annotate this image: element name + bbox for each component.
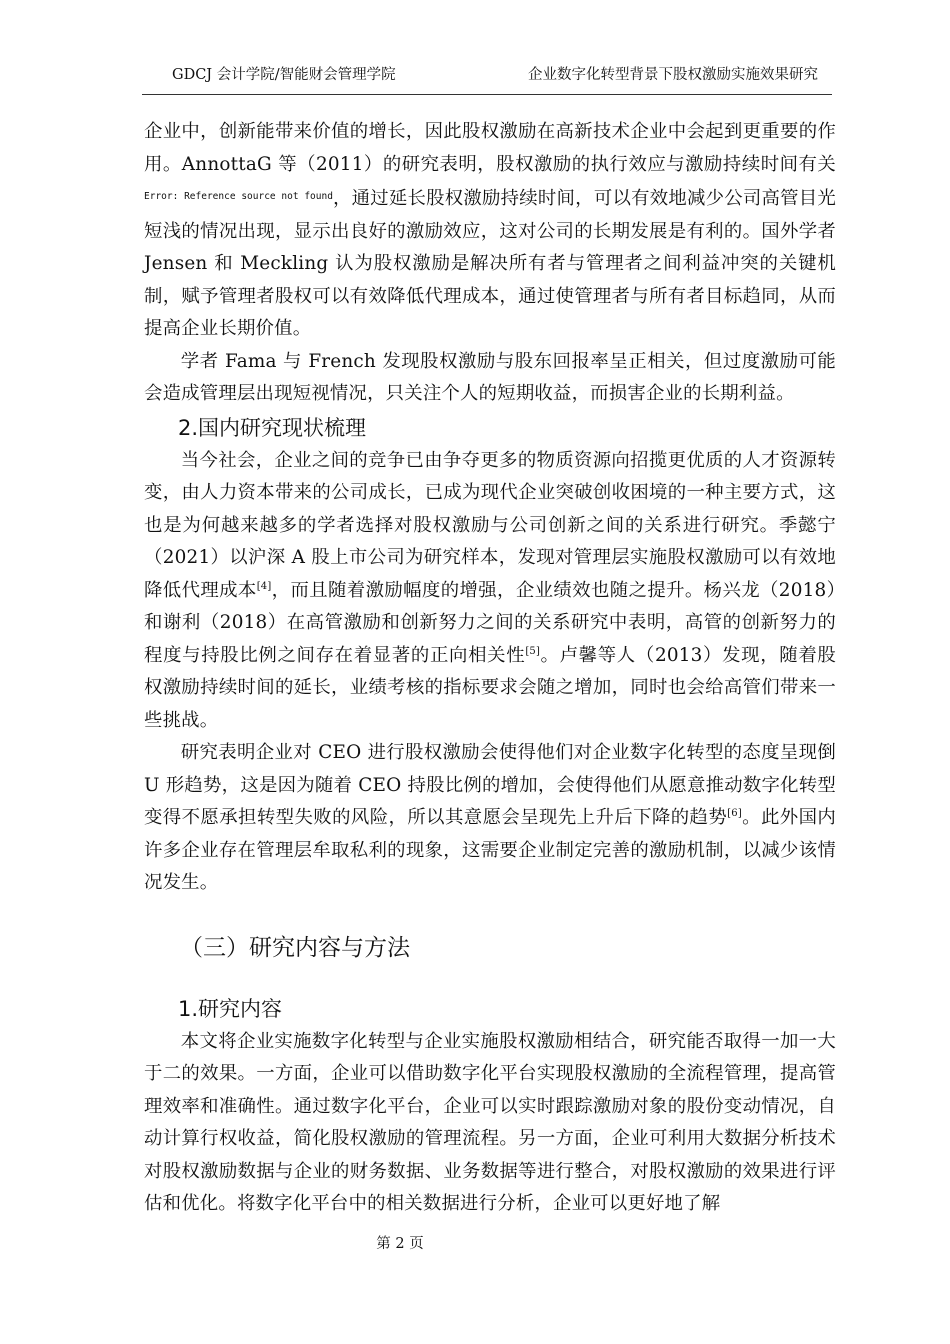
para1-text-b: ，通过延长股权激励持续时间，可以有效地减少公司高管目光短浅的情况出现，显示出良好的激励效应，这对公司的长期发展是有利的。国外学者 Jensen 和 Meckling 认为股权激励是解决所有者与管理者之间利益冲突的关键机制，赋予管理者股权可以有效降低代理成本，通过使管理者与所有者目标趋同，从而提高企业长期价值。 <box>144 188 836 339</box>
paragraph-fama-french: 学者 Fama 与 French 发现股权激励与股东回报率呈正相关，但过度激励可能会造成管理层出现短视情况，只关注个人的短期收益，而损害企业的长期利益。 <box>144 350 836 404</box>
page-number: 第 2 页 <box>376 1236 424 1252</box>
para1-text-a: 企业中，创新能带来价值的增长，因此股权激励在高新技术企业中会起到更重要的作用。AnnottaG 等（2011）的研究表明，股权激励的执行效应与激励持续时间有关 <box>144 121 836 175</box>
page-header <box>172 66 818 90</box>
para3-text-a: 当今社会，企业之间的竞争已由争夺更多的物质资源向招揽更优质的人才资源转变，由人力资本带来的公司成长，已成为现代企业突破创收困境的一种主要方式，这也是为何越来越多的学者选择对股权激励与公司创新之间的关系进行研究。季懿宁（2021）以沪深 A 股上市公司为研究样本，发现对管理层实施股权激励可以有效地降低代理成本 <box>144 449 836 601</box>
reference-error: Error: Reference source not found <box>144 191 333 202</box>
para3-text-c: 。卢馨等人（2013）发现，随着股权激励持续时间的延长，业绩考核的指标要求会随之增加，同时也会给高管们带来一些挑战。 <box>144 644 836 731</box>
header-institution: GDCJ 会计学院/智能财会管理学院 <box>172 67 396 83</box>
heading-domestic-research: 2.国内研究现状梳理 <box>178 415 367 440</box>
para3-text-b: ，而且随着激励幅度的增强，企业绩效也随之提升。杨兴龙（2018）和谢利（2018）在高管激励和创新努力之间的关系研究中表明，高管的创新努力的程度与持股比例之间存在着显著的正向相关性 <box>144 579 836 666</box>
header-divider <box>142 94 832 95</box>
header-thesis-title: 企业数字化转型背景下股权激励实施效果研究 <box>528 67 818 83</box>
section-heading-content-methods: （三）研究内容与方法 <box>180 934 410 961</box>
citation-4: [4] <box>256 580 272 592</box>
heading-research-content: 1.研究内容 <box>178 996 283 1021</box>
page-body <box>144 116 836 1221</box>
paragraph-ceo-incentive <box>144 737 836 900</box>
paragraph-domestic-research <box>144 445 836 738</box>
section-spacer <box>144 966 836 992</box>
section-spacer <box>144 900 836 930</box>
citation-6: [6] <box>727 808 742 819</box>
paragraph-research-content: 本文将企业实施数字化转型与企业实施股权激励相结合，研究能否取得一加一大于二的效果。一方面，企业可以借助数字化平台实现股权激励的全流程管理，提高管理效率和准确性。通过数字化平台，企业可以实时跟踪激励对象的股份变动情况，自动计算行权收益，简化股权激励的管理流程。另一方面，企业可利用大数据分析技术对股权激励数据与企业的财务数据、业务数据等进行整合，对股权激励的效果进行评估和优化。将数字化平台中的相关数据进行分析，企业可以更好地了解 <box>144 1030 836 1214</box>
citation-5: [5] <box>525 645 541 657</box>
para4-text-b: 。此外国内许多企业存在管理层牟取私利的现象，这需要企业制定完善的激励机制，以减少该情况发生。 <box>144 807 836 893</box>
paragraph-foreign-research <box>144 116 836 346</box>
para4-text-a: 研究表明企业对 CEO 进行股权激励会使得他们对企业数字化转型的态度呈现倒 U 形趋势，这是因为随着 CEO 持股比例的增加，会使得他们从愿意推动数字化转型变得不愿承担转型失败的风险，所以其意愿会呈现先上升后下降的趋势 <box>144 742 836 828</box>
